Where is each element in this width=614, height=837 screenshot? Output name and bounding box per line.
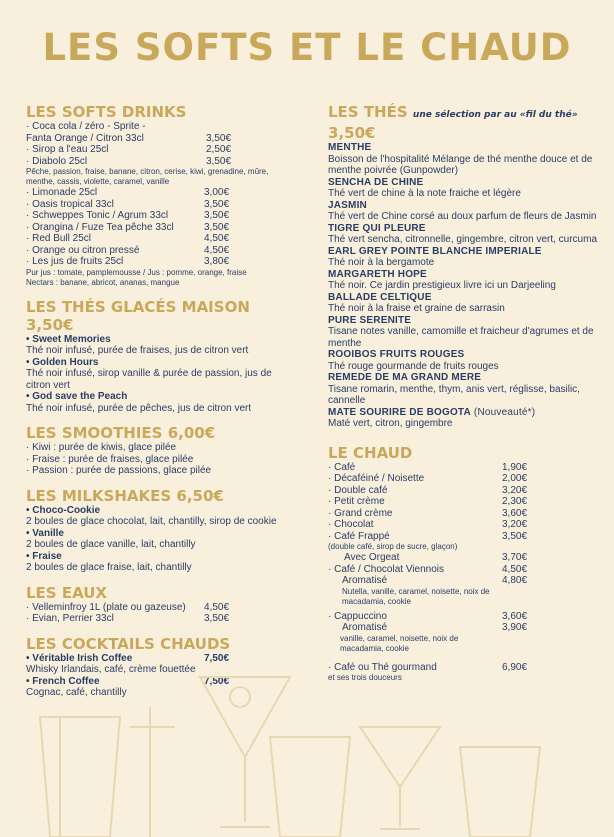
item-name: · Red Bull 25cl — [26, 233, 92, 244]
aromatise2-name: Aromatisé — [342, 622, 388, 633]
tea-title: MATE SOURIRE DE BOGOTA — [328, 406, 471, 418]
item-description: 2 boules de glace fraise, lait, chantilly — [26, 562, 192, 573]
item-name: · Les jus de fruits 25cl — [26, 256, 124, 267]
item-name-row — [26, 391, 288, 403]
menu-line — [26, 121, 288, 133]
softs-section — [26, 103, 288, 288]
item-price: 3,50€ — [206, 155, 232, 167]
tea-title: JASMIN — [328, 199, 367, 211]
tea-item — [328, 142, 598, 177]
menu-item — [26, 357, 288, 392]
gourmand-price: 6,90€ — [502, 661, 528, 673]
tea-title: PURE SERENITE — [328, 314, 412, 326]
item-name: · Chocolat — [328, 519, 374, 530]
item-price: 3,20€ — [502, 484, 528, 496]
menu-line — [26, 233, 288, 245]
item-price: 7,50€ — [204, 675, 230, 687]
orgeat-line — [328, 552, 598, 564]
orgeat-name: Avec Orgeat — [344, 552, 400, 563]
tea-title: REMEDE DE MA GRAND MERE — [328, 372, 482, 383]
item-name: Fanta Orange / Citron 33cl — [26, 132, 144, 144]
item-price: 4,50€ — [204, 233, 230, 244]
item-name: · Grand crème — [328, 507, 393, 519]
aromatise1-line — [328, 575, 598, 587]
item-name: · Petit crème — [328, 496, 385, 507]
tea-title: MARGARETH HOPE — [328, 268, 427, 280]
item-name: · Sirop a l'eau 25cl — [26, 144, 109, 155]
tea-title: EARL GREY POINTE BLANCHE IMPERIALE — [328, 245, 542, 257]
menu-item — [26, 528, 288, 551]
tea-item — [328, 407, 598, 430]
tea-item — [328, 349, 598, 372]
viennois-name: · Café / Chocolat Viennois — [328, 563, 444, 575]
menu-line — [328, 508, 598, 520]
tea-item — [328, 200, 598, 223]
item-name: · Café — [328, 461, 356, 473]
tea-title: ROOIBOS FRUITS ROUGES — [328, 349, 465, 360]
tea-item — [328, 246, 598, 269]
glass-icon — [40, 717, 120, 837]
tea-description: Thé vert sencha, citronnelle, gingembre, citron vert, curcuma — [328, 234, 598, 245]
frappe-note: (double café, sirop de sucre, glaçon) — [328, 542, 458, 551]
thes-glaces-section — [26, 298, 288, 415]
eaux-title: LES EAUX — [26, 583, 107, 602]
item-price: 7,50€ — [204, 652, 230, 664]
menu-line — [26, 613, 288, 625]
left-column — [26, 103, 288, 699]
item-name: • Vanille — [26, 527, 64, 539]
item-name: • Golden Hours — [26, 356, 99, 368]
tea-description: Tisane notes vanille, camomille et fraicheur d'agrumes et de menthe — [328, 326, 594, 349]
menu-item — [26, 653, 288, 676]
item-description: Thé noir infusé, purée de pêches, jus de citron vert — [26, 402, 252, 414]
menu-line — [328, 531, 598, 543]
item-price: 3,50€ — [204, 221, 230, 233]
item-price: 4,50€ — [204, 601, 230, 613]
item-description: Cognac, café, chantilly — [26, 687, 127, 698]
item-name: · Velleminfroy 1L (plate ou gazeuse) — [26, 601, 186, 613]
tea-name — [328, 315, 598, 327]
item-name-row — [26, 551, 288, 563]
menu-line — [328, 496, 598, 508]
chaud-title: LE CHAUD — [328, 443, 413, 462]
item-name: · Diabolo 25cl — [26, 155, 88, 167]
menu-line — [26, 602, 288, 614]
aromatise2-price: 3,90€ — [502, 622, 528, 633]
menu-line — [26, 156, 288, 168]
tea-item — [328, 315, 598, 350]
item-name: • Choco-Cookie — [26, 504, 101, 516]
item-name-row — [26, 676, 288, 688]
cappuccino-name: · Cappuccino — [328, 610, 387, 622]
item-price: 3,50€ — [502, 530, 528, 542]
milkshakes-section — [26, 487, 288, 574]
item-description: Thé noir infusé, purée de fraises, jus de citron vert — [26, 345, 249, 356]
tea-name — [328, 349, 598, 361]
item-name: • French Coffee — [26, 675, 100, 687]
tea-description: Maté vert, citron, gingembre — [328, 418, 453, 429]
item-description: Thé noir infusé, sirop vanille & purée de passion, jus de citron vert — [26, 368, 272, 391]
tea-item — [328, 223, 598, 246]
orgeat-price: 3,70€ — [502, 552, 528, 563]
tea-description: Thé vert de chine à la note fraiche et légère — [328, 188, 521, 199]
item-name-row — [26, 653, 288, 665]
tea-title: TIGRE QUI PLEURE — [328, 222, 426, 234]
smoothie-line: · Kiwi : purée de kiwis, glace pilée — [26, 442, 177, 453]
aromatise1-note: Nutella, vanille, caramel, noisette, noix de macadamia, cookie — [342, 586, 490, 606]
nectars-list: Nectars : banane, abricot, ananas, mangue — [26, 277, 180, 287]
menu-line — [328, 485, 598, 497]
tea-note: (Nouveauté*) — [473, 406, 536, 418]
smoothie-line: · Passion : purée de passions, glace pilée — [26, 465, 212, 476]
sirops-list: Pêche, passion, fraise, banane, citron, cerise, kiwi, grenadine, mûre, menthe, cassis, violette, caramel, vanille — [26, 167, 269, 186]
menu-line — [26, 222, 288, 234]
tea-name — [328, 200, 598, 212]
tea-description: Boisson de l'hospitalité Mélange de thé menthe douce et de menthe poivrée (Gunpowder) — [328, 153, 593, 176]
cappuccino-price: 3,60€ — [502, 610, 528, 622]
tea-name — [328, 246, 598, 258]
gourmand-note: et ses trois douceurs — [328, 673, 402, 682]
tumbler-icon — [270, 737, 350, 837]
item-name: · Orange ou citron pressé — [26, 244, 140, 256]
tea-item — [328, 269, 598, 292]
thes-section — [328, 103, 598, 430]
menu-line — [26, 144, 288, 156]
item-price: 3,00€ — [204, 187, 230, 198]
item-name: · Oasis tropical 33cl — [26, 198, 114, 210]
menu-line — [26, 245, 288, 257]
viennois-line — [328, 564, 598, 576]
softs-title: LES SOFTS DRINKS — [26, 103, 187, 121]
item-name: · Limonade 25cl — [26, 187, 98, 198]
thes-title — [328, 103, 598, 124]
menu-line — [26, 133, 288, 145]
tea-item — [328, 372, 598, 407]
item-name: • Véritable Irish Coffee — [26, 652, 133, 664]
item-name: · Orangina / Fuze Tea pêche 33cl — [26, 221, 174, 233]
jus-list: Pur jus : tomate, pamplemousse / Jus : pomme, orange, fraise — [26, 267, 247, 277]
tea-title: SENCHA DE CHINE — [328, 176, 424, 188]
item-price: 3,20€ — [502, 519, 528, 530]
tea-title: MENTHE — [328, 142, 372, 153]
tea-item — [328, 177, 598, 200]
menu-line — [26, 256, 288, 268]
menu-line — [328, 462, 598, 474]
page-title: LES SOFTS ET LE CHAUD — [42, 26, 572, 69]
menu-line — [26, 199, 288, 211]
tea-item — [328, 292, 598, 315]
martini-glass-icon — [360, 727, 440, 787]
tea-description: Tisane romarin, menthe, thym, anis vert, réglisse, basilic, cannelle — [328, 383, 580, 406]
item-name-row — [26, 334, 288, 346]
item-name: · Double café — [328, 484, 388, 496]
tea-name — [328, 292, 598, 304]
cappuccino-line — [328, 611, 598, 623]
tea-description: Thé noir à la bergamote — [328, 257, 435, 268]
item-price: 2,50€ — [206, 144, 232, 155]
item-price: 1,90€ — [502, 461, 528, 473]
smoothies-section — [26, 424, 288, 477]
chaud-section — [328, 444, 598, 684]
tea-description: Thé vert de Chine corsé au doux parfum de fleurs de Jasmin — [328, 211, 597, 222]
item-name: · Coca cola / zéro - Sprite - — [26, 121, 146, 132]
aromatise1-price: 4,80€ — [502, 575, 528, 586]
item-name: · Schweppes Tonic / Agrum 33cl — [26, 210, 169, 221]
menu-line — [328, 519, 598, 531]
viennois-price: 4,50€ — [502, 563, 528, 575]
item-name: • Sweet Memories — [26, 333, 111, 345]
tea-name — [328, 372, 598, 384]
cocktails-title: LES COCKTAILS CHAUDS — [26, 634, 231, 653]
menu-line — [328, 473, 598, 485]
thes-title-text: LES THÉS — [328, 103, 408, 121]
tea-name — [328, 407, 598, 419]
thes-glaces-title: LES THÉS GLACÉS MAISON 3,50€ — [26, 297, 250, 334]
item-name-row — [26, 505, 288, 517]
menu-item — [26, 676, 288, 699]
aromatise2-line — [328, 622, 598, 634]
item-name: · Décaféiné / Noisette — [328, 473, 425, 484]
menu-item — [26, 391, 288, 414]
menu-item — [26, 334, 288, 357]
cocktails-section — [26, 635, 288, 699]
item-price: 3,80€ — [204, 256, 230, 267]
menu-item — [26, 505, 288, 528]
tea-name — [328, 269, 598, 281]
tea-name — [328, 177, 598, 189]
tea-description: Thé noir. Ce jardin prestigieux livre ici un Darjeeling — [328, 280, 556, 291]
item-price: 3,50€ — [206, 132, 232, 144]
item-name-row — [26, 357, 288, 369]
right-column — [328, 103, 598, 683]
smoothies-title: LES SMOOTHIES 6,00€ — [26, 424, 216, 442]
menu-item — [26, 551, 288, 574]
aromatise2-note: vanille, caramel, noisette, noix de macadamia, cookie — [340, 633, 459, 653]
tea-description: Thé noir à la fraise et graine de sarrasin — [328, 303, 505, 314]
thes-price: 3,50€ — [328, 124, 376, 142]
item-name-row — [26, 528, 288, 540]
menu-line — [26, 187, 288, 199]
item-description: Whisky Irlandais, café, crème fouettée — [26, 664, 196, 675]
tea-title: BALLADE CELTIQUE — [328, 291, 432, 303]
item-price: 3,50€ — [204, 613, 230, 624]
item-price: 3,50€ — [204, 210, 230, 221]
item-name: • Fraise — [26, 550, 62, 562]
item-name: · Café Frappé — [328, 530, 390, 542]
item-price: 4,50€ — [204, 244, 230, 256]
tea-name — [328, 142, 598, 154]
gourmand-line — [328, 662, 598, 674]
item-price: 3,50€ — [204, 198, 230, 210]
item-price: 3,60€ — [502, 507, 528, 519]
item-description: 2 boules de glace vanille, lait, chantilly — [26, 539, 196, 550]
thes-subtitle: une sélection par au «fil du thé» — [412, 110, 578, 120]
item-name: • God save the Peach — [26, 391, 128, 402]
item-description: 2 boules de glace chocolat, lait, chantilly, sirop de cookie — [26, 516, 277, 527]
tea-description: Thé rouge gourmande de fruits rouges — [328, 360, 499, 372]
item-name: · Evian, Perrier 33cl — [26, 613, 114, 624]
aromatise1-name: Aromatisé — [342, 575, 388, 586]
milkshakes-title: LES MILKSHAKES 6,50€ — [26, 486, 224, 505]
item-price: 2,00€ — [502, 473, 528, 484]
tea-name — [328, 223, 598, 235]
eaux-section — [26, 584, 288, 625]
menu-line — [26, 210, 288, 222]
item-price: 2,30€ — [502, 496, 528, 507]
smoothie-line: · Fraise : purée de fraises, glace pilée — [26, 453, 194, 465]
gourmand-name: · Café ou Thé gourmand — [328, 661, 437, 673]
